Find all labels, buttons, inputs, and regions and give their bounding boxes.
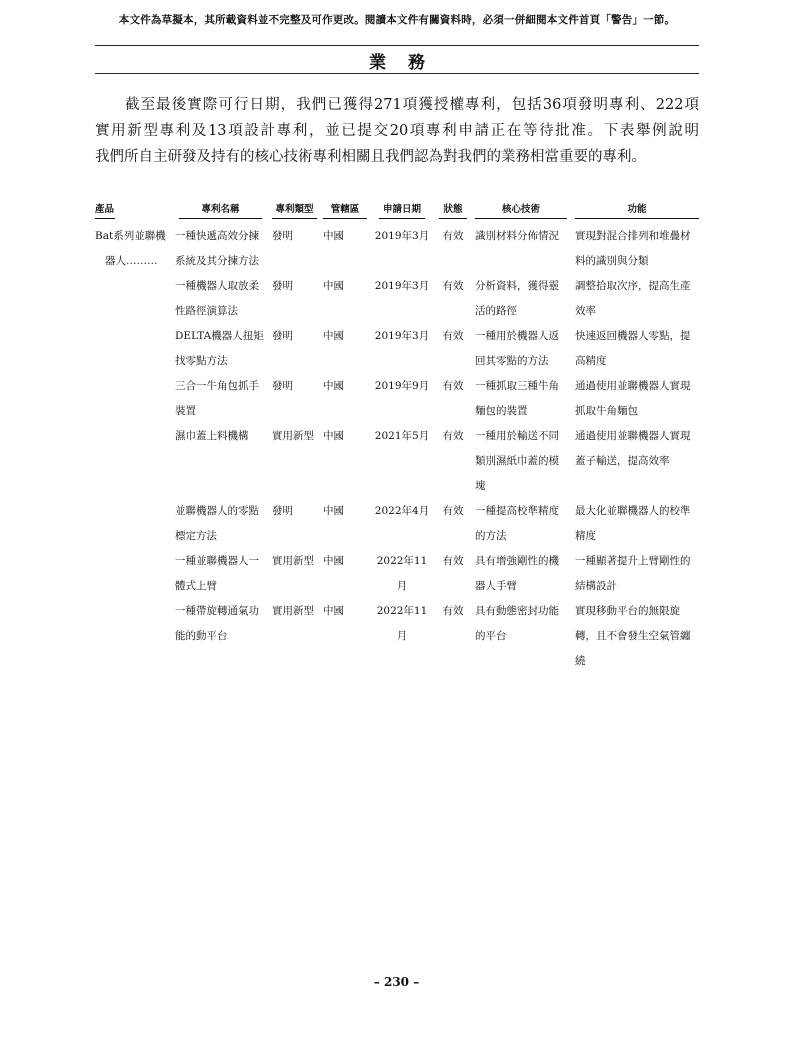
jurisdiction-cell	[323, 224, 373, 274]
patent-type-cell-text: 發明	[272, 280, 293, 292]
draft-warning-banner: 本文件為草擬本，其所載資料並不完整及可作更改。閱讀本文件有關資料時，必須一併細閱本文件首頁「警告」一節。	[118, 14, 676, 26]
application-date-cell	[373, 324, 431, 374]
patent-type-cell-text: 發明	[272, 330, 293, 342]
intro-line: 我們所自主研發及持有的核心技術專利相關且我們認為對我們的業務相當重要的專利。	[95, 149, 646, 165]
column-header-patent-name: 專利名稱	[175, 197, 272, 224]
core-technology-cell-text: 一種抓取三種牛角麵包的裝置	[475, 380, 559, 417]
patent-name-cell-text: 一種帶旋轉通氣功能的動平台	[175, 605, 259, 642]
core-technology-cell	[475, 599, 575, 674]
core-technology-cell	[475, 274, 575, 324]
patent-name-cell-text: 一種機器人取放柔性路徑演算法	[175, 280, 259, 317]
patent-name-cell	[175, 599, 272, 674]
core-technology-cell	[475, 499, 575, 549]
intro-line: 實用新型專利及13項設計專利，並已提交20項專利申請正在等待批准。下表舉例說明	[95, 123, 699, 139]
function-cell	[575, 549, 699, 599]
jurisdiction-cell-text: 中國	[323, 505, 344, 517]
application-date-cell	[373, 274, 431, 324]
patent-type-cell	[272, 324, 323, 374]
status-cell-text: 有效	[442, 505, 464, 517]
function-cell-text: 實現移動平台的無限旋轉，且不會發生空氣管纏繞	[575, 605, 691, 667]
column-header-jurisdiction: 管轄區	[323, 197, 373, 224]
patent-type-cell	[272, 424, 323, 499]
patent-name-cell-text: 一種快遞高效分揀系統及其分揀方法	[175, 230, 259, 267]
application-date-cell	[373, 599, 431, 674]
status-cell	[431, 324, 475, 374]
column-header-patent-type: 專利類型	[272, 197, 323, 224]
patent-name-cell	[175, 424, 272, 499]
core-technology-cell-text: 具有增強剛性的機器人手臂	[475, 555, 559, 592]
application-date-cell	[373, 499, 431, 549]
jurisdiction-cell	[323, 274, 373, 324]
application-date-cell-text: 2019年3月	[374, 330, 430, 342]
product-cell	[95, 374, 175, 424]
table-row	[95, 499, 699, 549]
application-date-cell-text: 2022年11月	[376, 605, 428, 642]
patent-name-cell	[175, 549, 272, 599]
status-cell-text: 有效	[442, 430, 464, 442]
jurisdiction-cell-text: 中國	[323, 330, 344, 342]
patent-type-cell	[272, 274, 323, 324]
status-cell	[431, 274, 475, 324]
patent-name-cell-text: 濕巾蓋上料機構	[175, 430, 249, 442]
patent-table	[95, 197, 699, 674]
status-cell	[431, 549, 475, 599]
application-date-cell-text: 2019年9月	[374, 380, 430, 392]
application-date-cell-text: 2019年3月	[374, 280, 430, 292]
function-cell-text: 快速返回機器人零點，提高精度	[575, 330, 691, 367]
patent-type-cell-text: 發明	[272, 230, 293, 242]
function-cell	[575, 374, 699, 424]
patent-type-cell-text: 發明	[272, 505, 293, 517]
product-cell	[95, 324, 175, 374]
column-header-status: 狀態	[431, 197, 475, 224]
patent-type-cell	[272, 499, 323, 549]
patent-name-cell	[175, 374, 272, 424]
function-cell	[575, 324, 699, 374]
application-date-cell	[373, 374, 431, 424]
column-header-product: 產品	[95, 197, 175, 224]
patent-type-cell-text: 實用新型	[272, 555, 314, 567]
jurisdiction-cell	[323, 499, 373, 549]
jurisdiction-cell	[323, 599, 373, 674]
header-rule-top	[95, 45, 699, 46]
core-technology-cell-text: 識別材料分佈情況	[475, 230, 559, 242]
product-cell	[95, 549, 175, 599]
jurisdiction-cell-text: 中國	[323, 605, 344, 617]
function-cell-text: 實現對混合排列和堆疊材料的識別與分類	[575, 230, 691, 267]
table-row	[95, 549, 699, 599]
section-title: 業務	[369, 53, 447, 73]
status-cell-text: 有效	[442, 230, 464, 242]
core-technology-cell-text: 一種用於輸送不同類別濕紙巾蓋的模塊	[475, 430, 559, 492]
function-cell-text: 通過使用並聯機器人實現抓取牛角麵包	[575, 380, 691, 417]
page-number: – 230 –	[373, 975, 420, 989]
application-date-cell-text: 2021年5月	[374, 430, 430, 442]
patent-name-cell-text: 三合一牛角包抓手裝置	[175, 380, 259, 417]
function-cell-text: 通過使用並聯機器人實現蓋子輸送，提高效率	[575, 430, 691, 467]
patent-name-cell	[175, 324, 272, 374]
intro-paragraph	[95, 92, 699, 170]
function-cell-text: 最大化並聯機器人的校準精度	[575, 505, 691, 542]
patent-type-cell-text: 實用新型	[272, 605, 314, 617]
status-cell-text: 有效	[442, 555, 464, 567]
core-technology-cell	[475, 224, 575, 274]
core-technology-cell	[475, 424, 575, 499]
status-cell-text: 有效	[442, 605, 464, 617]
application-date-cell	[373, 549, 431, 599]
status-cell	[431, 424, 475, 499]
patent-name-cell	[175, 499, 272, 549]
patent-name-cell	[175, 224, 272, 274]
core-technology-cell-text: 具有動態密封功能的平台	[475, 605, 559, 642]
patent-name-cell	[175, 274, 272, 324]
application-date-cell-text: 2019年3月	[374, 230, 430, 242]
core-technology-cell-text: 分析資料，獲得靈活的路徑	[475, 280, 559, 317]
column-header-function: 功能	[575, 197, 699, 224]
status-cell-text: 有效	[442, 380, 464, 392]
table-row	[95, 224, 699, 274]
column-header-application-date: 申請日期	[373, 197, 431, 224]
status-cell	[431, 499, 475, 549]
function-cell-text: 一種顯著提升上臂剛性的結構設計	[575, 555, 691, 592]
intro-line: 截至最後實際可行日期，我們已獲得271項獲授權專利，包括36項發明專利、222項	[125, 97, 699, 113]
jurisdiction-cell-text: 中國	[323, 380, 344, 392]
table-row	[95, 274, 699, 324]
application-date-cell	[373, 424, 431, 499]
table-row	[95, 374, 699, 424]
table-row	[95, 599, 699, 674]
column-header-core-technology: 核心技術	[475, 197, 575, 224]
status-cell-text: 有效	[442, 280, 464, 292]
table-row	[95, 324, 699, 374]
function-cell	[575, 424, 699, 499]
core-technology-cell-text: 一種用於機器人返回其零點的方法	[475, 330, 559, 367]
jurisdiction-cell	[323, 424, 373, 499]
core-technology-cell-text: 一種提高校準精度的方法	[475, 505, 559, 542]
application-date-cell-text: 2022年4月	[374, 505, 430, 517]
product-cell	[95, 424, 175, 499]
product-cell	[95, 274, 175, 324]
jurisdiction-cell-text: 中國	[323, 430, 344, 442]
core-technology-cell	[475, 374, 575, 424]
patent-type-cell-text: 實用新型	[272, 430, 314, 442]
status-cell	[431, 374, 475, 424]
function-cell	[575, 599, 699, 674]
table-header-row	[95, 197, 699, 224]
header-rule-bottom	[95, 73, 699, 74]
patent-type-cell	[272, 549, 323, 599]
jurisdiction-cell-text: 中國	[323, 280, 344, 292]
application-date-cell-text: 2022年11月	[376, 555, 428, 592]
patent-name-cell-text: 並聯機器人的零點標定方法	[175, 505, 259, 542]
jurisdiction-cell	[323, 324, 373, 374]
patent-type-cell	[272, 374, 323, 424]
function-cell-text: 調整拾取次序，提高生產效率	[575, 280, 691, 317]
function-cell	[575, 224, 699, 274]
product-cell	[95, 499, 175, 549]
jurisdiction-cell-text: 中國	[323, 230, 344, 242]
jurisdiction-cell	[323, 374, 373, 424]
product-cell	[95, 224, 175, 274]
jurisdiction-cell-text: 中國	[323, 555, 344, 567]
function-cell	[575, 499, 699, 549]
status-cell-text: 有效	[442, 330, 464, 342]
product-cell	[95, 599, 175, 674]
status-cell	[431, 224, 475, 274]
function-cell	[575, 274, 699, 324]
jurisdiction-cell	[323, 549, 373, 599]
status-cell	[431, 599, 475, 674]
core-technology-cell	[475, 324, 575, 374]
product-cell-text: Bat系列並聯機器人………	[95, 230, 166, 267]
patent-name-cell-text: DELTA機器人扭矩找零點方法	[175, 330, 264, 367]
patent-name-cell-text: 一種並聯機器人一體式上臂	[175, 555, 259, 592]
patent-type-cell-text: 發明	[272, 380, 293, 392]
patent-type-cell	[272, 599, 323, 674]
core-technology-cell	[475, 549, 575, 599]
table-row	[95, 424, 699, 499]
patent-type-cell	[272, 224, 323, 274]
application-date-cell	[373, 224, 431, 274]
